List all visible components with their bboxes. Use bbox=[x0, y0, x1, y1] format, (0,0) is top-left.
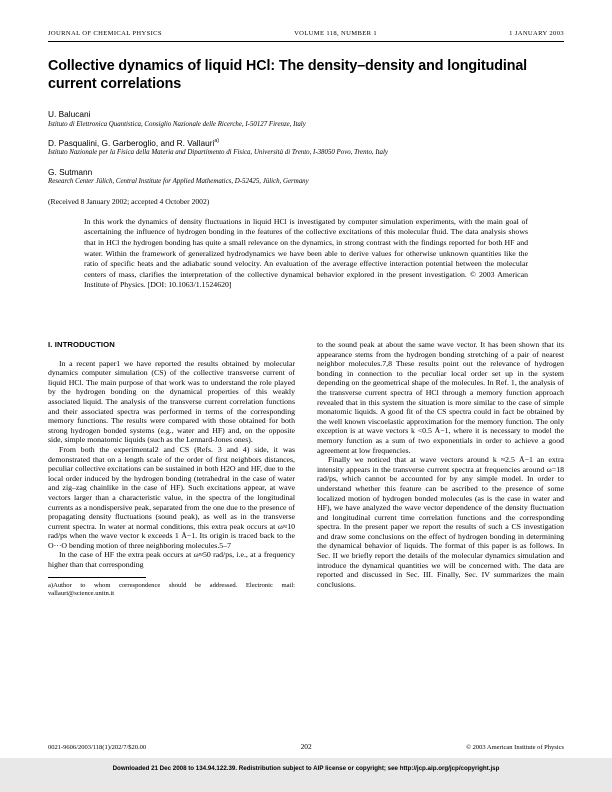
paragraph: to the sound peak at about the same wave vector. It has been shown that its appearance stems from the hydrogen bonding stretching of a pair of nearest neighbor molecules.7,8 These results point out the relevance of hydrogen bonding in connection to the peculiar local order set up in the system depending on the geometrical shape of the molecules. In Ref. 1, the analysis of the transverse current spectra of HCl through a memory function approach revealed that in this system the situation is more similar to the case of simple monatomic liquids. A good fit of the CS spectra could in fact be obtained by the well known viscoelastic approximation for the memory function. The only exception is at wave vectors k <0.5 Å−1, where it is necessary to model the memory function as a sum of two exponentials in order to achieve a good agreement at low frequencies. bbox=[317, 340, 564, 455]
footer-band bbox=[0, 758, 612, 792]
author-name: U. Balucani bbox=[48, 109, 91, 119]
author-affiliation: Research Center Jülich, Central Institute for Applied Mathematics, D-52425, Jülich, Germany bbox=[48, 178, 309, 186]
author-names-text: D. Pasqualini, G. Garberoglio, and R. Vallauri bbox=[48, 137, 215, 148]
author-block-3 bbox=[48, 167, 564, 187]
column-left bbox=[48, 340, 295, 598]
page-footer bbox=[48, 742, 564, 751]
abstract: In this work the dynamics of density fluctuations in liquid HCl is investigated by computer simulation experiments, with the main goal of ascertaining the influence of hydrogen bonding in the features of the collective excitations of this molecular fluid. The data analysis shows that in HCl the hydrogen bonding has quite a small relevance on the dynamics, in strong contrast with the findings reported for both HF and water. Within the framework of generalized hydrodynamics we have been able to derive values for otherwise unknown quantities like the ratio of specific heats and the adiabatic sound velocity. An evaluation of the average effective interaction potential between the molecular centers of mass, clarifies the interpretation of the collective dynamical behavior explored in the present investigation. © 2003 American Institute of Physics. [DOI: 10.1063/1.1524620] bbox=[84, 216, 528, 290]
footnote-divider bbox=[48, 577, 146, 578]
running-head-journal: JOURNAL OF CHEMICAL PHYSICS bbox=[48, 30, 162, 37]
download-notice: Downloaded 21 Dec 2008 to 134.94.122.39. Redistribution subject to AIP license or copyright; see http://jcp.aip.org/jcp/copyright.jsp bbox=[112, 765, 500, 772]
paragraph: Finally we noticed that at wave vectors around k ≈2.5 Å−1 an extra intensity appears in the transverse current spectra at frequencies around ω=18 rad/ps, which cannot be accounted for by any simple model. In order to understand whether this feature can be ascribed to the presence of some localized motion of hydrogen bonded molecules (as is the case in water and HF), we have analyzed the wave vector dependence of the density fluctuation and longitudinal current time correlation functions and the corresponding spectra. In the present paper we report the results of such a CS investigation and draw some conclusions on the effect of hydrogen bonding in determining the dynamical behavior of liquids. The format of this paper is as follows. In Sec. II we briefly report the details of the molecular dynamics simulation and introduce the dynamical quantities we will be concerned with. The data are reported and discussed in Sec. III. Finally, Sec. IV summarizes the main conclusions. bbox=[317, 455, 564, 589]
footnote-correspondence: a)Author to whom correspondence should be addressed. Electronic mail: vallauri@science.unitn.it bbox=[48, 581, 295, 597]
section-heading-introduction: I. INTRODUCTION bbox=[48, 340, 115, 349]
running-head-date: 1 JANUARY 2003 bbox=[509, 30, 564, 37]
paragraph: In the case of HF the extra peak occurs at ω≈50 rad/ps, i.e., at a frequency higher than that corresponding bbox=[48, 550, 295, 570]
header-divider bbox=[48, 41, 564, 42]
author-block-2 bbox=[48, 138, 564, 158]
page-title: Collective dynamics of liquid HCl: The density–density and longitudinal current correlations bbox=[48, 58, 528, 92]
received-dates: (Received 8 January 2002; accepted 4 October 2002) bbox=[48, 196, 210, 206]
author-footnote-marker[interactable]: a) bbox=[214, 138, 219, 145]
author-affiliation: Istituto Nazionale per la Fisica della Materia and Dipartimento di Fisica, Università di Trento, I-38050 Povo, Trento, Italy bbox=[48, 149, 388, 157]
author-affiliation: Istituto di Elettronica Quantistica, Consiglio Nazionale delle Ricerche, I-50127 Firenze, Italy bbox=[48, 120, 306, 128]
footer-issn-price: 0021-9606/2003/118(1)/202/7/$20.00 bbox=[48, 744, 147, 751]
running-head bbox=[48, 30, 564, 40]
column-right bbox=[317, 340, 564, 598]
author-name bbox=[48, 138, 564, 148]
author-block-1 bbox=[48, 109, 564, 129]
paragraph: In a recent paper1 we have reported the results obtained by molecular dynamics computer simulation (CS) of the collective transverse current of liquid HCl. The main purpose of that work was to understand the role played by the hydrogen bonding on the dynamical properties of this weakly associated liquid. The analysis of the transverse current correlation functions and their associated spectra was performed in terms of the corresponding memory functions. The results were compared with those obtained for both strong hydrogen bonded systems (e.g., water and HF) and, on the opposite side, simple monatomic liquids (such as the Lennard-Jones ones). bbox=[48, 358, 295, 445]
running-head-volume: VOLUME 118, NUMBER 1 bbox=[294, 30, 378, 37]
footer-copyright: © 2003 American Institute of Physics bbox=[466, 744, 564, 751]
paragraph: From both the experimental2 and CS (Refs. 3 and 4) side, it was demonstrated that on a length scale of the order of first neighbors distances, peculiar collective excitations can be sustained in both H2O and HF, due to the local order induced by the hydrogen bonding (tetrahedral in the case of water and zig–zag chainlike in the case of HF). Such excitations appear, at wave vectors larger than a characteristic value, in the spectra of the longitudinal currents as a nondispersive peak, separated from the one due to the presence of propagating density fluctuations (sound peak), as well as in the transverse current spectra. In water at normal conditions, this extra peak occurs at ω≈10 rad/ps when the wave vector k exceeds 1 Å−1. Its origin is traced back to the O···O bending motion of three neighboring molecules.5–7 bbox=[48, 444, 295, 550]
author-name: G. Sutmann bbox=[48, 166, 93, 177]
page-number: 202 bbox=[300, 742, 312, 751]
body-columns bbox=[48, 340, 564, 598]
